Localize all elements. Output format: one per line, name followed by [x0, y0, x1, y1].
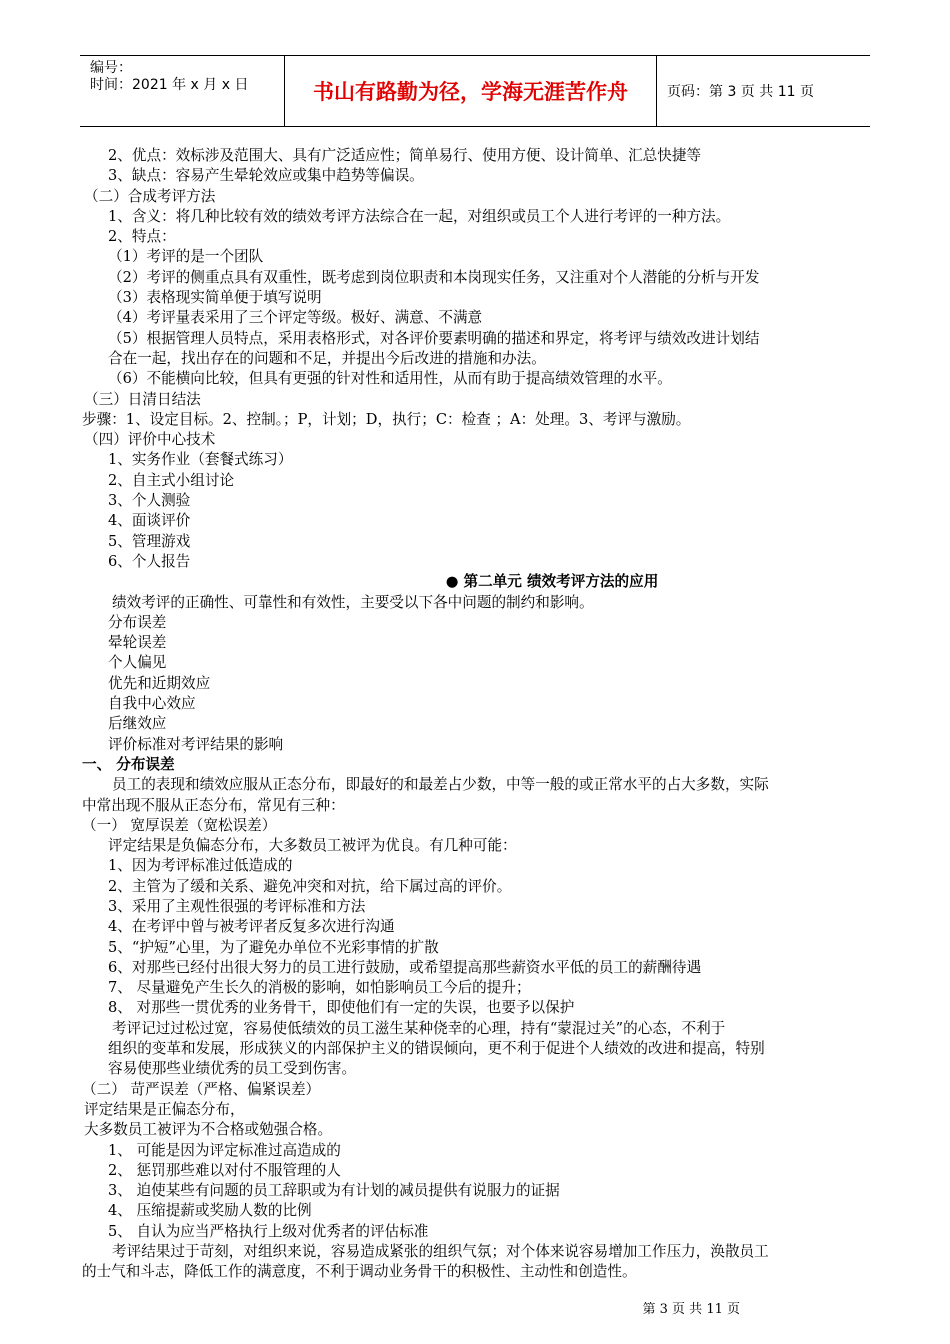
text-line: 后继效应	[108, 715, 167, 733]
header-page-info: 页码：第 3 页 共 11 页	[667, 84, 814, 100]
text-line: 自我中心效应	[108, 695, 196, 713]
text-line: （5）根据管理人员特点，采用表格形式，对各评价要素明确的描述和界定，将考评与绩效改进计划结	[108, 329, 760, 347]
text-line: 的士气和斗志，降低工作的满意度，不利于调动业务骨干的积极性、主动性和创造性。	[82, 1263, 637, 1281]
time-label: 时间：2021 年 x 月 x 日	[90, 77, 249, 93]
text-line: 1、因为考评标准过低造成的	[108, 857, 293, 875]
page-header	[80, 55, 870, 127]
text-line: 6、个人报告	[108, 552, 191, 570]
text-line: 7、 尽量避免产生长久的消极的影响，如怕影响员工今后的提升；	[108, 979, 531, 997]
text-line: 绩效考评的正确性、可靠性和有效性，主要受以下各中问题的制约和影响。	[112, 593, 594, 611]
document-body	[82, 146, 872, 1283]
text-line: 2、自主式小组讨论	[108, 471, 235, 489]
text-line: 晕轮误差	[108, 634, 167, 652]
text-line: 4、 压缩提薪或奖励人数的比例	[108, 1202, 312, 1220]
text-line: （三）日清日结法	[84, 390, 201, 408]
text-line: 评定结果是负偏态分布，大多数员工被评为优良。有几种可能：	[108, 837, 517, 855]
text-line: 2、主管为了缓和关系、避免冲突和对抗，给下属过高的评价。	[108, 877, 512, 895]
heading-line: 一、 分布误差	[82, 755, 175, 773]
text-line: （二） 苛严误差（严格、偏紧误差）	[82, 1080, 321, 1098]
page-footer: 第 3 页 共 11 页	[642, 1302, 740, 1317]
text-line: （四）评价中心技术	[84, 431, 216, 449]
text-line: 2、优点：效标涉及范围大、具有广泛适应性；简单易行、使用方便、设计简单、汇总快捷等	[108, 147, 702, 164]
section-title: ● 第二单元 绩效考评方法的应用	[445, 573, 659, 591]
text-line: 员工的表现和绩效应服从正态分布，即最好的和最差占少数，中等一般的或正常水平的占大多数，实际	[112, 776, 769, 794]
text-line: （4）考评量表采用了三个评定等级。极好、满意、不满意	[108, 309, 483, 327]
text-line: 考评结果过于苛刻，对组织来说，容易造成紧张的组织气氛；对个体来说容易增加工作压力，涣散员工	[112, 1243, 769, 1261]
header-motto: 书山有路勤为径，学海无涯苦作舟	[285, 56, 657, 126]
text-line: （2）考评的侧重点具有双重性，既考虑到岗位职责和本岗现实任务，又注重对个人潜能的分析与开发	[108, 268, 760, 286]
text-line: （3）表格现实简单便于填写说明	[108, 289, 322, 307]
text-line: 优先和近期效应	[108, 674, 211, 692]
text-line: 中常出现不服从正态分布，常见有三种：	[82, 796, 345, 814]
text-line: 容易使那些业绩优秀的员工受到伤害。	[108, 1060, 357, 1078]
text-line: 3、缺点：容易产生晕轮效应或集中趋势等偏误。	[108, 167, 424, 185]
text-line: 合在一起，找出存在的问题和不足，并提出今后改进的措施和办法。	[108, 349, 546, 367]
text-line: 考评记过过松过宽，容易使低绩效的员工滋生某种侥幸的心理，持有“蒙混过关”的心态，不利于	[112, 1019, 726, 1037]
text-line: 大多数员工被评为不合格或勉强合格。	[84, 1121, 333, 1139]
text-line: （一） 宽厚误差（宽松误差）	[82, 816, 277, 834]
text-line: 评定结果是正偏态分布，	[84, 1100, 245, 1118]
text-line: 1、 可能是因为评定标准过高造成的	[108, 1141, 341, 1159]
text-line: 5、管理游戏	[108, 532, 191, 550]
text-line: 2、特点：	[108, 228, 176, 246]
text-line: 步骤：1、设定目标。2、控制。；P，计划；D，执行；C：检查 ；A：处理。3、考评与激励。	[82, 410, 691, 428]
text-line: 评价标准对考评结果的影响	[108, 735, 284, 753]
text-line: 组织的变革和发展，形成狭义的内部保护主义的错误倾向，更不利于促进个人绩效的改进和提高，特别	[108, 1040, 765, 1058]
text-line: 分布误差	[108, 613, 167, 631]
text-line: （1）考评的是一个团队	[108, 248, 264, 266]
text-line: 3、采用了主观性很强的考评标准和方法	[108, 897, 366, 915]
text-line: 5、“护短”心里，为了避免办单位不光彩事情的扩散	[108, 938, 439, 956]
text-line: 2、 惩罚那些难以对付不服管理的人	[108, 1161, 341, 1179]
text-line: 4、面谈评价	[108, 512, 191, 530]
text-line: 5、 自认为应当严格执行上级对优秀者的评估标准	[108, 1222, 429, 1240]
text-line: （二）合成考评方法	[84, 187, 216, 205]
text-line: 6、对那些已经付出很大努力的员工进行鼓励，或希望提高那些薪资水平低的员工的薪酬待遇	[108, 958, 702, 976]
text-line: 4、在考评中曾与被考评者反复多次进行沟通	[108, 918, 395, 936]
text-line: （6）不能横向比较，但具有更强的针对性和适用性，从而有助于提高绩效管理的水平。	[108, 370, 672, 388]
text-line: 3、 迫使某些有问题的员工辞职或为有计划的减员提供有说服力的证据	[108, 1182, 560, 1200]
number-label: 编号：	[90, 60, 132, 76]
text-line: 1、实务作业（套餐式练习）	[108, 451, 293, 469]
text-line: 个人偏见	[108, 654, 167, 672]
text-line: 3、个人测验	[108, 492, 191, 510]
text-line: 1、含义：将几种比较有效的绩效考评方法综合在一起，对组织或员工个人进行考评的一种方法。	[108, 207, 731, 225]
header-meta	[80, 56, 285, 126]
text-line: 8、 对那些一贯优秀的业务骨干，即使他们有一定的失误，也要予以保护	[108, 999, 575, 1017]
